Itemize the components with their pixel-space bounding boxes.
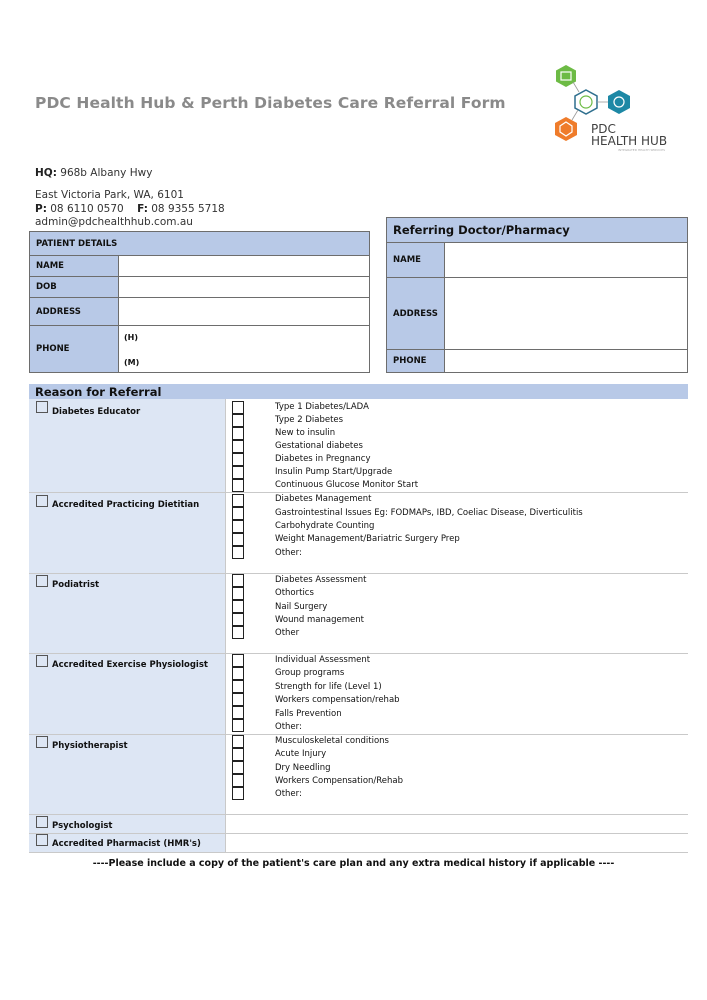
category-label: Physiotherapist xyxy=(52,741,128,751)
option-label: Continuous Glucose Monitor Start xyxy=(275,480,419,490)
option-label: Other: xyxy=(275,722,302,732)
option-checkbox[interactable] xyxy=(232,507,244,520)
logo-tagline: INTEGRATED HEALTH SERVICES xyxy=(618,148,666,152)
option-label: Diabetes Management xyxy=(275,494,372,504)
option-checkbox[interactable] xyxy=(232,667,244,680)
phone-fax-line: P: 08 6110 0570 F: 08 9355 5718 xyxy=(35,203,225,215)
referrer-name-label: NAME xyxy=(387,243,445,278)
option-checkbox[interactable] xyxy=(232,706,244,719)
option-checkbox[interactable] xyxy=(232,440,244,453)
logo-text-pdc: PDC xyxy=(591,122,616,136)
hq-address-line1: HQ: 968b Albany Hwy xyxy=(35,167,153,179)
form-title: PDC Health Hub & Perth Diabetes Care Referral Form xyxy=(35,94,506,112)
option-checkbox[interactable] xyxy=(232,735,244,748)
option-label: Falls Prevention xyxy=(275,709,342,719)
category-label: Accredited Pharmacist (HMR's) xyxy=(52,839,201,849)
referring-doctor-table xyxy=(386,217,688,373)
patient-address-field[interactable] xyxy=(119,298,370,326)
footer-instruction: ----Please include a copy of the patient's care plan and any extra medical history if applicable ---- xyxy=(92,858,615,869)
option-label: Othortics xyxy=(275,588,314,598)
option-checkbox[interactable] xyxy=(232,520,244,533)
option-checkbox[interactable] xyxy=(232,494,244,507)
patient-name-label: NAME xyxy=(30,256,119,277)
option-checkbox[interactable] xyxy=(232,626,244,639)
option-label: Workers Compensation/Rehab xyxy=(275,776,404,786)
option-label: Carbohydrate Counting xyxy=(275,521,375,531)
referrer-address-field[interactable] xyxy=(445,278,688,350)
phone-home-label: (H) xyxy=(124,333,139,342)
patient-details-header: PATIENT DETAILS xyxy=(30,232,370,256)
option-checkbox[interactable] xyxy=(232,574,244,587)
category-checkbox-exercise-physiologist[interactable] xyxy=(36,655,48,667)
option-checkbox[interactable] xyxy=(232,654,244,667)
option-label: Diabetes in Pregnancy xyxy=(275,454,371,464)
option-label: Strength for life (Level 1) xyxy=(275,682,382,692)
referrer-phone-field[interactable] xyxy=(445,350,688,373)
referral-row-pharmacist xyxy=(29,834,688,853)
referrer-phone-label: PHONE xyxy=(387,350,445,373)
patient-details-table xyxy=(29,231,370,373)
option-label: Musculoskeletal conditions xyxy=(275,736,389,746)
option-checkbox[interactable] xyxy=(232,787,244,800)
referral-row-diabetes-educator xyxy=(29,399,688,493)
option-checkbox[interactable] xyxy=(232,546,244,559)
referral-row-podiatrist xyxy=(29,574,688,654)
option-label: Weight Management/Bariatric Surgery Prep xyxy=(275,534,460,544)
option-checkbox[interactable] xyxy=(232,427,244,440)
option-checkbox[interactable] xyxy=(232,600,244,613)
category-checkbox-dietitian[interactable] xyxy=(36,495,48,507)
category-label: Diabetes Educator xyxy=(52,407,141,417)
referral-row-physiotherapist xyxy=(29,735,688,815)
option-checkbox[interactable] xyxy=(232,453,244,466)
option-label: Dry Needling xyxy=(275,763,331,773)
psychologist-notes-field[interactable] xyxy=(225,815,688,833)
referral-row-exercise-physiologist xyxy=(29,654,688,735)
phone-mobile-label: (M) xyxy=(124,358,140,367)
option-label: Diabetes Assessment xyxy=(275,575,367,585)
option-label: Gestational diabetes xyxy=(275,441,363,451)
patient-phone-field[interactable] xyxy=(119,326,370,373)
option-label: Nail Surgery xyxy=(275,602,328,612)
patient-dob-label: DOB xyxy=(30,277,119,298)
option-checkbox[interactable] xyxy=(232,719,244,732)
option-checkbox[interactable] xyxy=(232,401,244,414)
option-checkbox[interactable] xyxy=(232,680,244,693)
option-label: Type 1 Diabetes/LADA xyxy=(275,402,369,412)
referring-doctor-header: Referring Doctor/Pharmacy xyxy=(387,218,688,243)
option-checkbox[interactable] xyxy=(232,774,244,787)
option-checkbox[interactable] xyxy=(232,587,244,600)
option-checkbox[interactable] xyxy=(232,414,244,427)
logo-text-health-hub: HEALTH HUB xyxy=(591,134,668,148)
pharmacist-notes-field[interactable] xyxy=(225,834,688,852)
option-label: Other xyxy=(275,628,300,638)
option-checkbox[interactable] xyxy=(232,693,244,706)
category-checkbox-psychologist[interactable] xyxy=(36,816,48,828)
referrer-name-field[interactable] xyxy=(445,243,688,278)
option-checkbox[interactable] xyxy=(232,466,244,479)
patient-name-field[interactable] xyxy=(119,256,370,277)
option-checkbox[interactable] xyxy=(232,613,244,626)
option-label: New to insulin xyxy=(275,428,336,438)
patient-phone-label: PHONE xyxy=(30,326,119,373)
category-checkbox-diabetes-educator[interactable] xyxy=(36,401,48,413)
category-checkbox-podiatrist[interactable] xyxy=(36,575,48,587)
category-label: Accredited Exercise Physiologist xyxy=(52,660,208,670)
option-label: Other: xyxy=(275,789,302,799)
option-label: Insulin Pump Start/Upgrade xyxy=(275,467,393,477)
referrer-address-label: ADDRESS xyxy=(387,278,445,350)
option-label: Group programs xyxy=(275,668,345,678)
category-label: Podiatrist xyxy=(52,580,100,590)
option-label: Individual Assessment xyxy=(275,655,371,665)
category-checkbox-physiotherapist[interactable] xyxy=(36,736,48,748)
option-label: Workers compensation/rehab xyxy=(275,695,400,705)
option-checkbox[interactable] xyxy=(232,748,244,761)
referral-row-psychologist xyxy=(29,815,688,834)
option-checkbox[interactable] xyxy=(232,533,244,546)
category-label: Psychologist xyxy=(52,821,113,831)
option-label: Wound management xyxy=(275,615,364,625)
patient-address-label: ADDRESS xyxy=(30,298,119,326)
option-checkbox[interactable] xyxy=(232,761,244,774)
referral-row-dietitian xyxy=(29,493,688,574)
option-checkbox[interactable] xyxy=(232,479,244,492)
option-label: Other: xyxy=(275,548,302,558)
email-address: admin@pdchealthhub.com.au xyxy=(35,216,193,228)
reason-for-referral-header: Reason for Referral xyxy=(29,384,688,399)
hq-address-line2: East Victoria Park, WA, 6101 xyxy=(35,189,184,201)
category-checkbox-pharmacist[interactable] xyxy=(36,834,48,846)
option-label: Acute Injury xyxy=(275,749,327,759)
category-label: Accredited Practicing Dietitian xyxy=(52,500,200,510)
patient-dob-field[interactable] xyxy=(119,277,370,298)
option-label: Type 2 Diabetes xyxy=(275,415,344,425)
option-label: Gastrointestinal Issues Eg: FODMAPs, IBD, Coeliac Disease, Diverticulitis xyxy=(275,508,583,518)
